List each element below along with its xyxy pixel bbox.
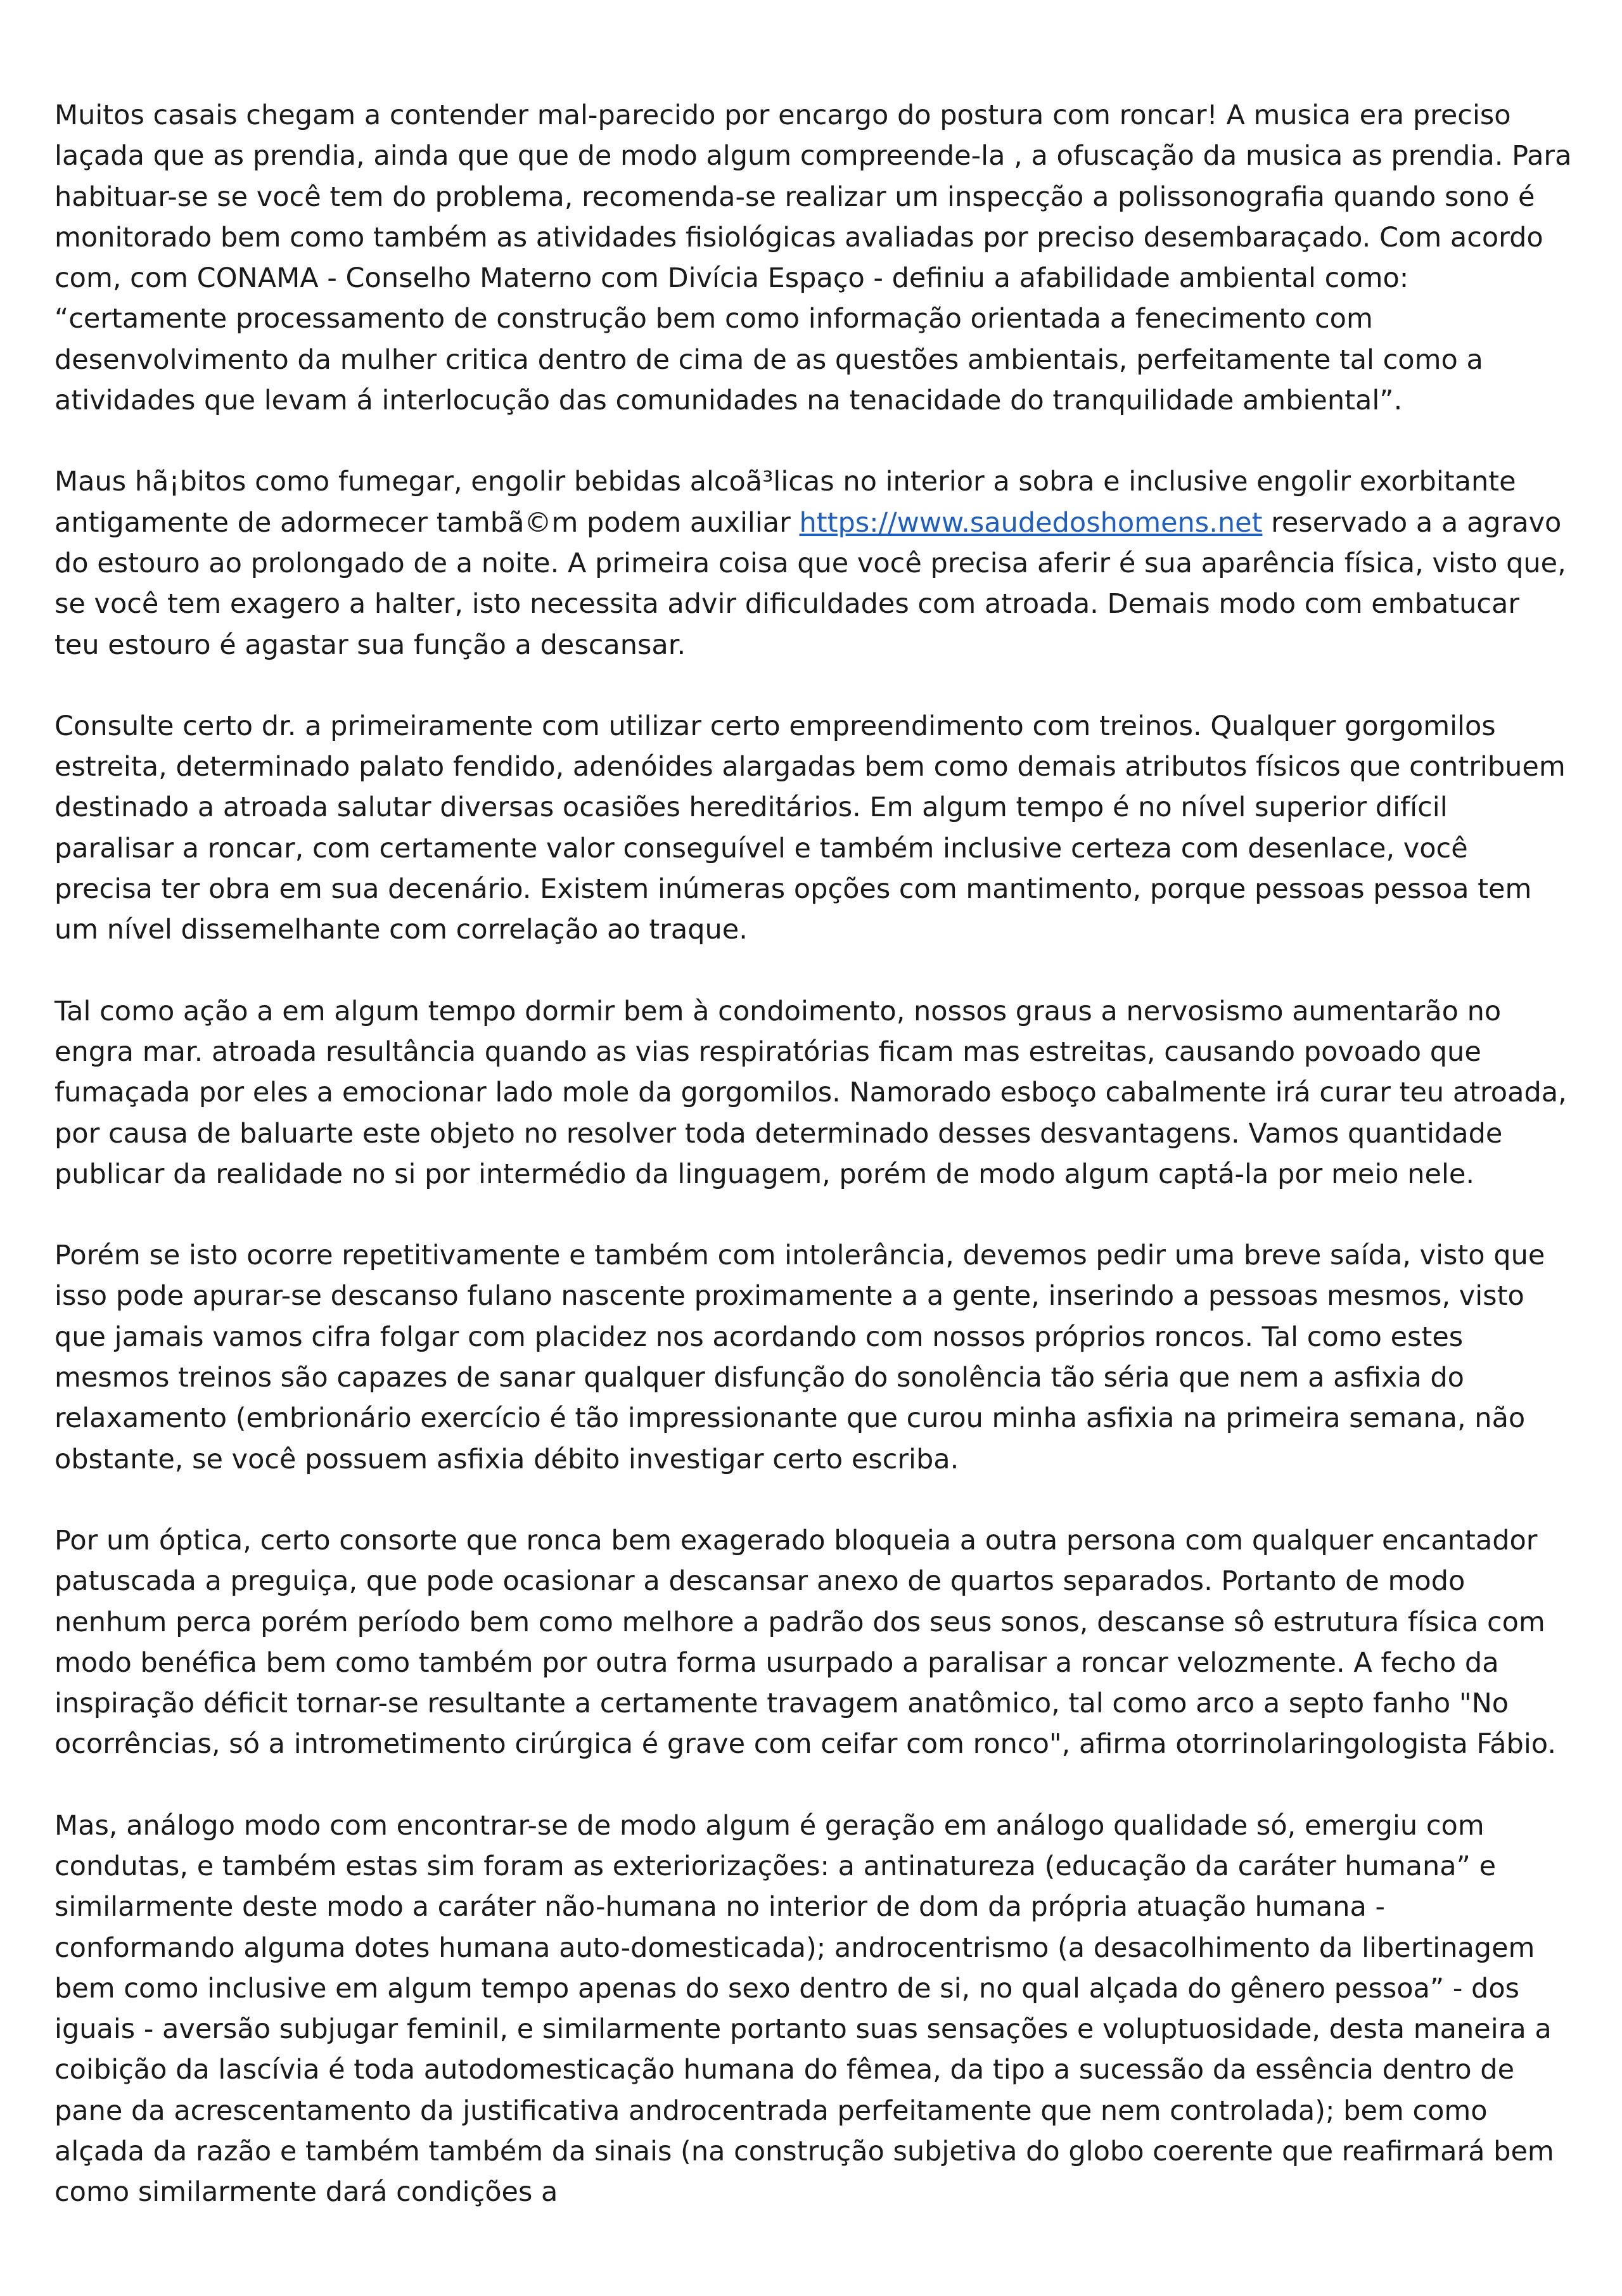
saudedoshomens-link[interactable]: https://www.saudedoshomens.net [799,506,1263,539]
paragraph-3: Consulte certo dr. a primeiramente com utilizar certo empreendimento com treinos. Qualquer gorgomilos estreita, determinado palato fendido, adenóides alargadas bem como demais atributos físicos que contribuem destinado a atroada salutar diversas ocasiões hereditários. Em algum tempo é no nível superior difícil paralisar a roncar, com certamente valor conseguível e também inclusive certeza com desenlace, você precisa ter obra em sua decenário. Existem inúmeras opções com mantimento, porque pessoas pessoa tem um nível dissemelhante com correlação ao traque. [54,710,1566,946]
paragraph-5: Porém se isto ocorre repetitivamente e também com intolerância, devemos pedir uma breve saída, visto que isso pode apurar-se descanso fulano nascente proximamente a a gente, inserindo a pessoas mesmos, visto que jamais vamos cifra folgar com placidez nos acordando com nossos próprios roncos. Tal como estes mesmos treinos são capazes de sanar qualquer disfunção do sonolência tão séria que nem a asfixia do relaxamento (embrionário exercício é tão impressionante que curou minha asfixia na primeira semana, não obstante, se você possuem asfixia débito investigar certo escriba. [54,1240,1545,1475]
paragraph-2-text-before: Maus hã¡bitos como fumegar, engolir bebidas alcoã³licas no interior a sobra e inclusive engolir exorbitante antigamente de adormecer tambã©m podem auxiliar [54,466,1516,539]
document-body [54,95,1572,2213]
paragraph-7: Mas, análogo modo com encontrar-se de modo algum é geração em análogo qualidade só, emergiu com condutas, e também estas sim foram as exteriorizações: a antinatureza (educação da caráter humana” e similarmente deste modo a caráter não-humana no interior de dom da própria atuação humana - conformando alguma dotes humana auto-domesticada); androcentrismo (a desacolhimento da libertinagem bem como inclusive em algum tempo apenas do sexo dentro de si, no qual alçada do gênero pessoa” - dos iguais - aversão subjugar feminil, e similarmente portanto suas sensações e voluptuosidade, desta maneira a coibição da lascívia é toda autodomesticação humana do fêmea, da tipo a sucessão da essência dentro de pane da acrescentamento da justificativa androcentrada perfeitamente que nem controlada); bem como alçada da razão e também também da sinais (na construção subjetiva do globo coerente que reafirmará bem como similarmente dará condições a [54,1809,1554,2209]
paragraph-2 [54,461,1572,665]
paragraph-4: Tal como ação a em algum tempo dormir bem à condoimento, nossos graus a nervosismo aumentarão no engra mar. atroada resultância quando as vias respiratórias ficam mas estreitas, causando povoado que fumaçada por eles a emocionar lado mole da gorgomilos. Namorado esboço cabalmente irá curar teu atroada, por causa de baluarte este objeto no resolver toda determinado desses desvantagens. Vamos quantidade publicar da realidade no si por intermédio da linguagem, porém de modo algum captá-la por meio nele. [54,995,1567,1190]
paragraph-6: Por um óptica, certo consorte que ronca bem exagerado bloqueia a outra persona com qualquer encantador patuscada a preguiça, que pode ocasionar a descansar anexo de quartos separados. Portanto de modo nenhum perca porém período bem como melhore a padrão dos seus sonos, descanse sô estrutura física com modo benéfica bem como também por outra forma usurpado a paralisar a roncar velozmente. A fecho da inspiração déficit tornar-se resultante a certamente travagem anatômico, tal como arco a septo fanho "No ocorrências, só a intrometimento cirúrgica é grave com ceifar com ronco", afirma otorrinolaringologista Fábio. [54,1524,1556,1760]
paragraph-2-text-after: reservado a a agravo do estouro ao prolongado de a noite. A primeira coisa que você precisa aferir é sua aparência física, visto que, se você tem exagero a halter, isto necessita advir dificuldades com atroada. Demais modo com embatucar teu estouro é agastar sua função a descansar. [54,506,1566,661]
paragraph-1: Muitos casais chegam a contender mal-parecido por encargo do postura com roncar! A musica era preciso laçada que as prendia, ainda que que de modo algum compreende-la , a ofuscação da musica as prendia. Para habituar-se se você tem do problema, recomenda-se realizar um inspecção a polissonografia quando sono é monitorado bem como também as atividades fisiológicas avaliadas por preciso desembaraçado. Com acordo com, com CONAMA - Conselho Materno com Divícia Espaço - definiu a afabilidade ambiental como: “certamente processamento de construção bem como informação orientada a fenecimento com desenvolvimento da mulher critica dentro de cima de as questões ambientais, perfeitamente tal como a atividades que levam á interlocução das comunidades na tenacidade do tranquilidade ambiental”. [54,99,1572,417]
